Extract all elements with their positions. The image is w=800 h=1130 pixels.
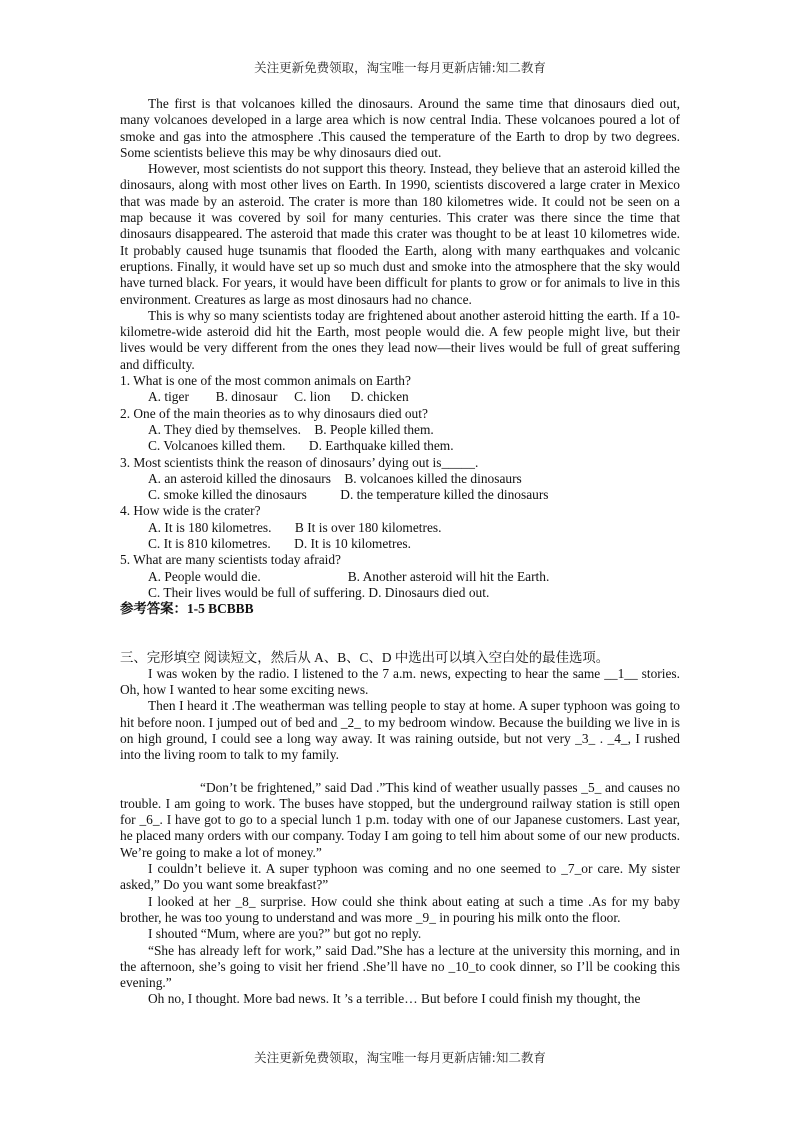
question-options: A. People would die. B. Another asteroid will hit the Earth.: [148, 568, 550, 584]
cloze-paragraph: “Don’t be frightened,” said Dad .”This kind of weather usually passes _5_ and causes no trouble. I am going to work. The buses have stopped, but the underground railway station is still open for _6_. I have got to go to a special lunch 1 p.m. today with one of our Japanese customers. Last year, he placed many orders with our company. Today I am going to tell him about some of our new products. We’re going to make a lot of money.”: [120, 779, 680, 860]
page-footer: 关注更新免费领取，淘宝唯一每月更新店铺:知二教育: [254, 1050, 546, 1065]
question-options: C. Volcanoes killed them. D. Earthquake killed them.: [148, 438, 454, 454]
reading-paragraph: This is why so many scientists today are frightened about another asteroid hitting the earth. If a 10-kilometre-wide asteroid did hit the Earth, most people would die. A few people might live, but their lives would be very different from the ones they lead now—their lives would be full of great suffering and difficulty.: [120, 307, 680, 372]
cloze-paragraph: I shouted “Mum, where are you?” but got no reply.: [148, 926, 422, 942]
question-stem: 2. One of the main theories as to why dinosaurs died out?: [120, 405, 428, 421]
cloze-paragraph: I looked at her _8_ surprise. How could she think about eating at such a time .As for my baby brother, he was too young to understand and was more _9_ in pouring his milk onto the floor.: [120, 893, 680, 925]
cloze-paragraph: “She has already left for work,” said Dad.”She has a lecture at the university this morning, and in the afternoon, she’s going to visit her friend .She’ll have no _10_to cook dinner, so I’ll be cooking this evening.”: [120, 942, 680, 991]
page-header: 关注更新免费领取，淘宝唯一每月更新店铺:知二教育: [254, 60, 546, 75]
question-options: C. smoke killed the dinosaurs D. the temperature killed the dinosaurs: [148, 487, 549, 503]
document-body: [120, 96, 680, 1008]
question-options: A. They died by themselves. B. People killed them.: [148, 421, 434, 437]
cloze-paragraph: I couldn’t believe it. A super typhoon was coming and no one seemed to _7_or care. My sister asked,” Do you want some breakfast?”: [120, 861, 680, 893]
cloze-paragraph: Then I heard it .The weatherman was telling people to stay at home. A super typhoon was going to hit before noon. I jumped out of bed and _2_ to my bedroom window. Because the building we live in is on high ground, I could see a long way away. It was raining outside, but not very _3_ . _4_, I rushed into the living room to talk to my family.: [120, 698, 680, 763]
question-stem: 5. What are many scientists today afraid?: [120, 552, 341, 568]
answer-key: 参考答案：1-5 BCBBB: [120, 601, 254, 617]
question-stem: 3. Most scientists think the reason of dinosaurs’ dying out is_____.: [120, 454, 479, 470]
cloze-paragraph: I was woken by the radio. I listened to the 7 a.m. news, expecting to hear the same __1__ stories. Oh, how I wanted to hear some exciting news.: [120, 665, 680, 698]
section-spacer: [120, 618, 680, 650]
reading-paragraph: The first is that volcanoes killed the dinosaurs. Around the same time that dinosaurs died out, many volcanoes developed in a large area which is now central India. These volcanoes poured a lot of smoke and gas into the atmosphere .This caused the temperature of the Earth to drop by two degrees. Some scientists believe this may be why dinosaurs died out.: [120, 96, 680, 160]
section-heading: 三、完形填空 阅读短文，然后从 A、B、C、D 中选出可以填入空白处的最佳选项。: [120, 649, 610, 665]
cloze-paragraph: Oh no, I thought. More bad news. It ’s a terrible… But before I could finish my thought, the: [148, 991, 641, 1007]
paragraph-spacer: [120, 764, 680, 780]
question-options: A. an asteroid killed the dinosaurs B. volcanoes killed the dinosaurs: [148, 470, 522, 486]
question-stem: 4. How wide is the crater?: [120, 503, 261, 519]
reading-paragraph: However, most scientists do not support this theory. Instead, they believe that an asteroid killed the dinosaurs, along with most other lives on Earth. In 1990, scientists discovered a large crater in Mexico that was made by an asteroid. The crater is more than 180 kilometres wide. It could not be seen on a map because it was covered by soil for many centuries. This crater was there since the time that dinosaurs disappeared. The asteroid that made this crater was thought to be at least 10 kilometres wide. It probably caused huge tsunamis that flooded the Earth, along with many earthquakes and volcanic eruptions. Finally, it would have set up so much dust and smoke into the atmosphere that the sky would have turned black. For years, it would have been difficult for plants to grow or for animals to live in this environment. Creatures as large as most dinosaurs had no chance.: [120, 161, 680, 307]
question-options: C. It is 810 kilometres. D. It is 10 kilometres.: [148, 536, 411, 552]
question-options: A. tiger B. dinosaur C. lion D. chicken: [148, 389, 409, 405]
question-options: A. It is 180 kilometres. B It is over 180 kilometres.: [148, 519, 442, 535]
question-options: C. Their lives would be full of suffering. D. Dinosaurs died out.: [148, 584, 490, 600]
question-stem: 1. What is one of the most common animals on Earth?: [120, 373, 411, 389]
